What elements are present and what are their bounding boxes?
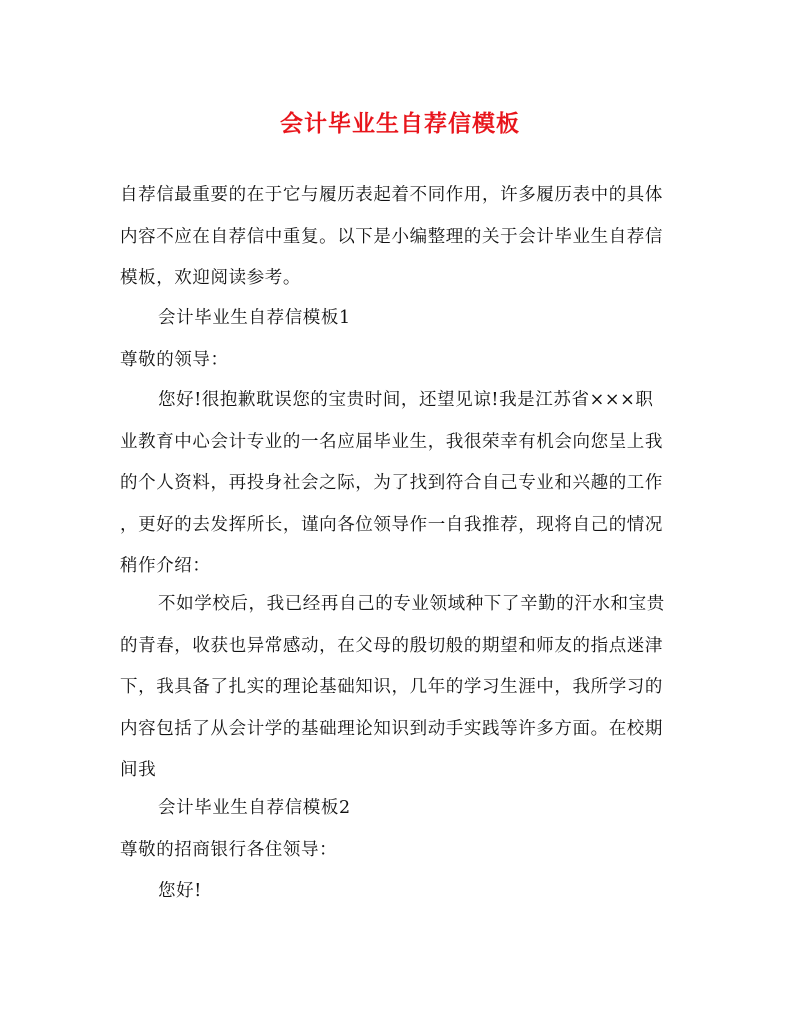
section1-salutation: 尊敬的领导： (120, 350, 229, 370)
intro-line: 自荐信最重要的在于它与履历表起着不同作用，许多履历表中的具体 (120, 185, 663, 205)
paragraph-line: 稍作介绍： (120, 556, 211, 576)
paragraph-line: 下，我具备了扎实的理论基础知识，几年的学习生涯中，我所学习的 (120, 677, 663, 697)
section1-paragraph-2 (120, 584, 680, 792)
paragraph-line: ，更好的去发挥所长，谨向各位领导作一自我推荐，现将自己的情况 (120, 514, 663, 535)
intro-line: 内容不应在自荐信中重复。以下是小编整理的关于会计毕业生自荐信 (120, 226, 663, 247)
paragraph-line: 业教育中心会计专业的一名应届毕业生，我很荣幸有机会向您呈上我 (120, 431, 663, 452)
paragraph-line: 您好!很抱歉耽误您的宝贵时间，还望见谅!我是江苏省×××职 (158, 390, 654, 410)
paragraph-line: 的个人资料，再投身社会之际，为了找到符合自己专业和兴趣的工作 (120, 473, 663, 493)
paragraph-line: 不如学校后，我已经再自己的专业领域种下了辛勤的汗水和宝贵 (158, 594, 665, 614)
paragraph-line: 内容包括了从会计学的基础理论知识到动手实践等许多方面。在校期 (120, 718, 663, 739)
section2-heading: 会计毕业生自荐信模板2 (158, 798, 351, 818)
document-title: 会计毕业生自荐信模板 (280, 110, 520, 137)
intro-paragraph (120, 175, 680, 300)
section2-salutation: 尊敬的招商银行各住领导： (120, 840, 338, 860)
section2-greeting: 您好! (158, 881, 202, 901)
paragraph-line: 的青春，收获也异常感动，在父母的殷切般的期望和师友的指点迷津 (120, 635, 663, 656)
section1-heading: 会计毕业生自荐信模板1 (158, 308, 351, 328)
paragraph-line: 间我 (120, 760, 157, 780)
intro-line: 模板，欢迎阅读参考。 (120, 268, 301, 288)
section1-paragraph-1 (120, 380, 680, 588)
